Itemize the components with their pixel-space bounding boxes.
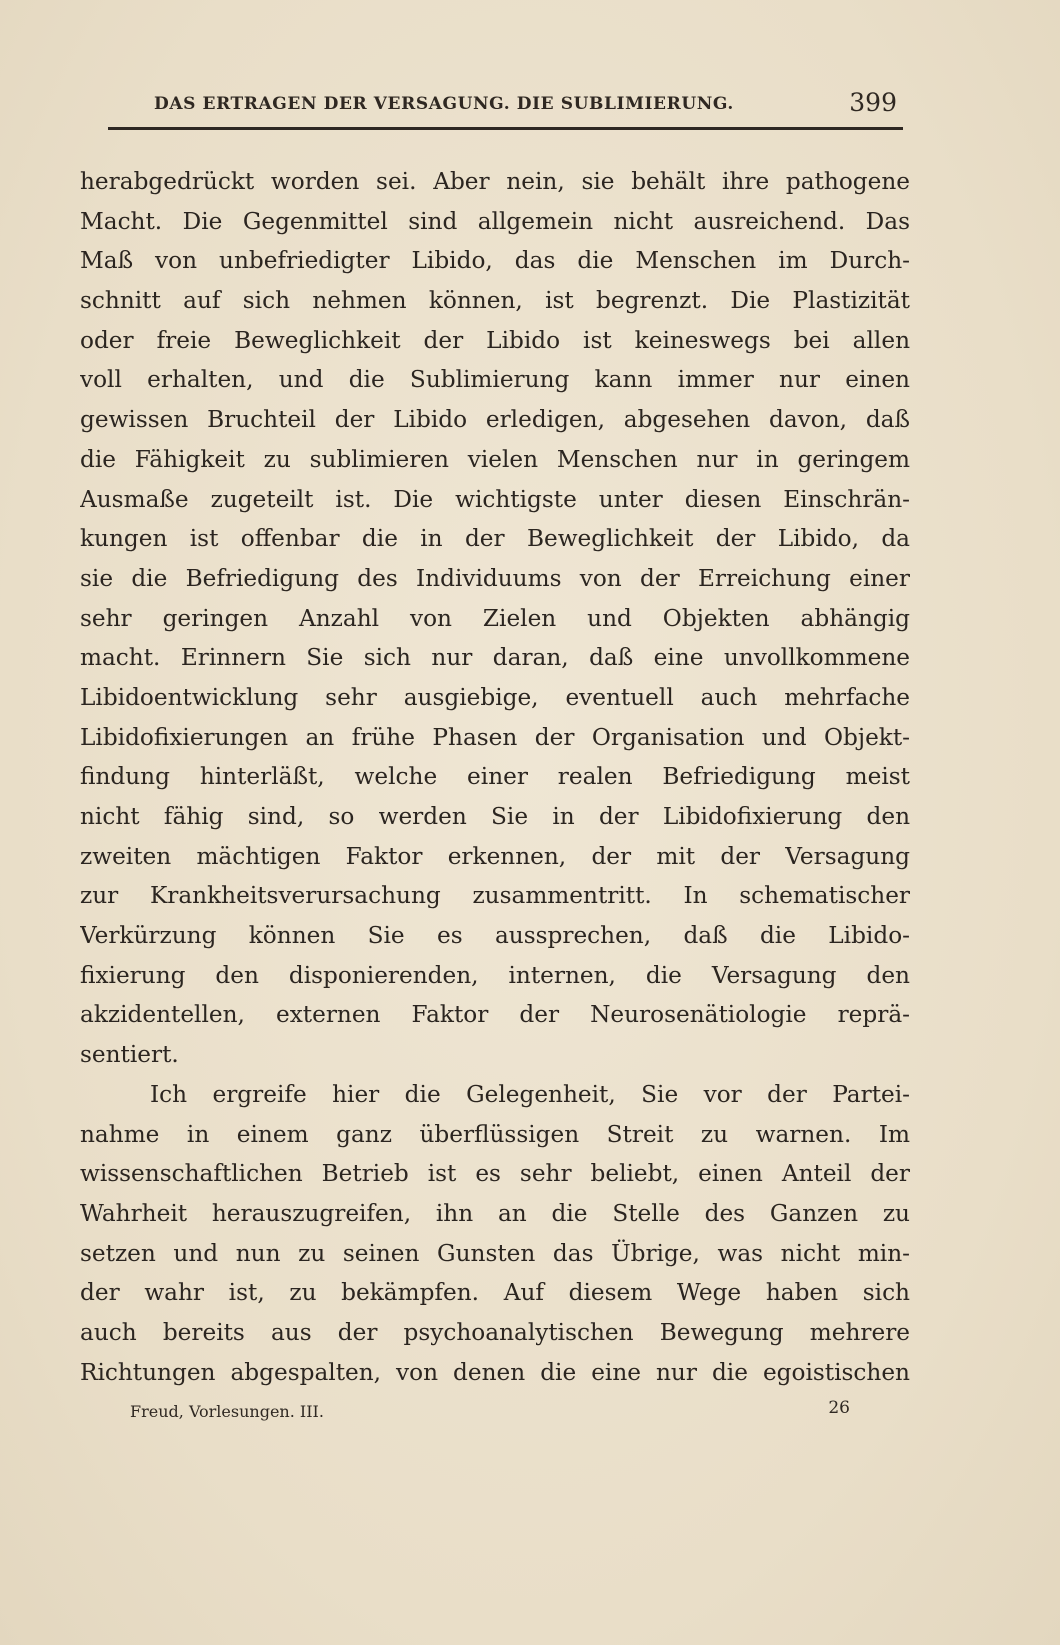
- text-line: sehr geringen Anzahl von Zielen und Objekten abhängig: [80, 604, 910, 632]
- text-line: auch bereits aus der psychoanalytischen Bewegung mehrere: [80, 1318, 910, 1346]
- text-line: findung hinterläßt, welche einer realen Befriedigung meist: [80, 763, 910, 791]
- signature-mark: Freud, Vorlesungen. III.: [130, 1402, 324, 1421]
- text-line: setzen und nun zu seinen Gunsten das Übrige, was nicht min-: [80, 1239, 910, 1267]
- text-line: Macht. Die Gegenmittel sind allgemein nicht ausreichend. Das: [80, 207, 910, 235]
- text-line: akzidentellen, externen Faktor der Neurosenätiologie reprä-: [80, 1001, 910, 1029]
- text-line: herabgedrückt worden sei. Aber nein, sie behält ihre pathogene: [80, 168, 910, 195]
- text-line: sie die Befriedigung des Individuums von der Erreichung einer: [80, 564, 910, 592]
- text-line: macht. Erinnern Sie sich nur daran, daß eine unvollkommene: [80, 644, 910, 672]
- text-line: Richtungen abgespalten, von denen die eine nur die egoistischen: [80, 1358, 910, 1386]
- text-line: zweiten mächtigen Faktor erkennen, der mit der Versagung: [80, 842, 910, 870]
- text-line: nahme in einem ganz überflüssigen Streit zu warnen. Im: [80, 1120, 910, 1148]
- text-line: die Fähigkeit zu sublimieren vielen Menschen nur in geringem: [80, 445, 910, 473]
- text-line: zur Krankheitsverursachung zusammentritt. In schematischer: [80, 882, 910, 910]
- text-line: gewissen Bruchteil der Libido erledigen, abgesehen davon, daß: [80, 406, 910, 434]
- sheet-number: 26: [828, 1398, 850, 1418]
- text-line: Verkürzung können Sie es aussprechen, daß die Libido-: [80, 922, 910, 950]
- body-text: [80, 162, 910, 1392]
- running-title: DAS ERTRAGEN DER VERSAGUNG. DIE SUBLIMIERUNG.: [154, 94, 734, 114]
- text-line: Libidoentwicklung sehr ausgiebige, eventuell auch mehrfache: [80, 683, 910, 711]
- paragraph-last-line: sentiert.: [80, 1041, 179, 1069]
- text-line: oder freie Beweglichkeit der Libido ist keineswegs bei allen: [80, 326, 910, 354]
- text-line: schnitt auf sich nehmen können, ist begrenzt. Die Plastizität: [80, 287, 910, 315]
- text-line: fixierung den disponierenden, internen, die Versagung den: [80, 961, 910, 989]
- header-rule: [108, 127, 903, 130]
- page-number: 399: [849, 88, 897, 117]
- page-header: [108, 88, 903, 124]
- text-line: Libidofixierungen an frühe Phasen der Organisation und Objekt-: [80, 723, 910, 751]
- text-line: Maß von unbefriedigter Libido, das die Menschen im Durch-: [80, 247, 910, 275]
- paragraph-first-line: Ich ergreife hier die Gelegenheit, Sie vor der Partei-: [150, 1080, 910, 1108]
- text-line: kungen ist offenbar die in der Beweglichkeit der Libido, da: [80, 525, 910, 553]
- text-line: der wahr ist, zu bekämpfen. Auf diesem Wege haben sich: [80, 1279, 910, 1307]
- page-footer: [130, 1398, 850, 1428]
- text-line: nicht fähig sind, so werden Sie in der Libidofixierung den: [80, 803, 910, 830]
- text-line: Wahrheit herauszugreifen, ihn an die Stelle des Ganzen zu: [80, 1199, 910, 1227]
- text-line: voll erhalten, und die Sublimierung kann immer nur einen: [80, 366, 910, 394]
- text-line: wissenschaftlichen Betrieb ist es sehr beliebt, einen Anteil der: [80, 1160, 910, 1188]
- text-line: Ausmaße zugeteilt ist. Die wichtigste unter diesen Einschrän-: [80, 485, 910, 513]
